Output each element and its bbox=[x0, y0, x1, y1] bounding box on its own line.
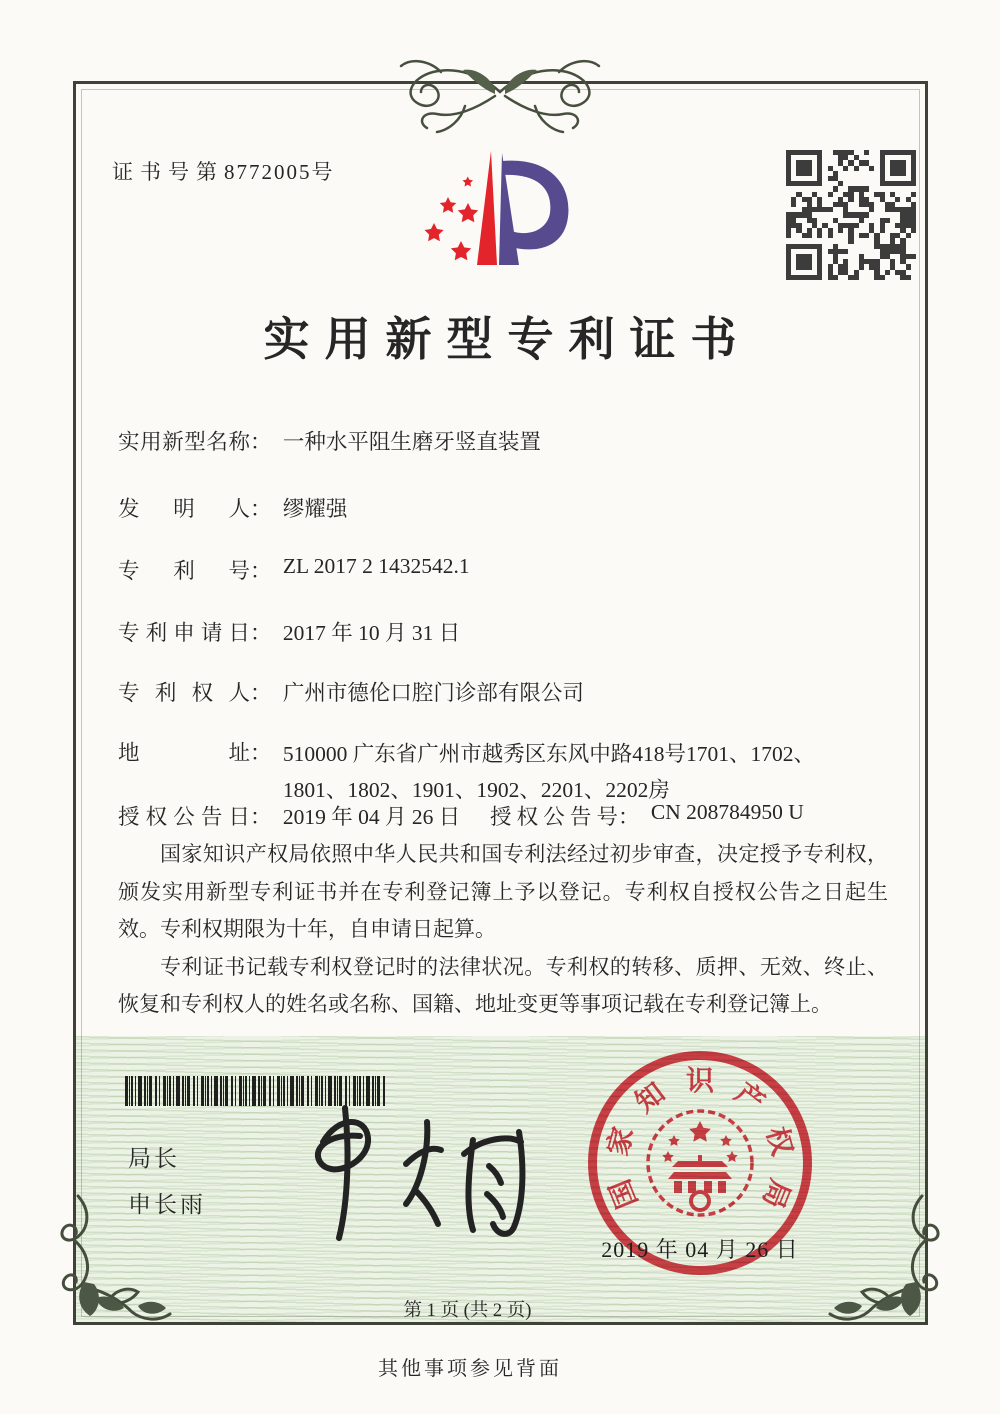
seal-ring-char: 局 bbox=[755, 1174, 796, 1213]
field-row-name: 实 用 新 型 名 称 ： 一种水平阻生磨牙竖直装置 bbox=[118, 425, 541, 456]
field-value: 缪耀强 bbox=[282, 497, 348, 521]
field-value: ZL 2017 2 1432542.1 bbox=[282, 554, 470, 578]
logo-purple-p-icon bbox=[499, 153, 568, 265]
commissioner-title: 局长 bbox=[128, 1145, 180, 1171]
seal-ring-char: 知 bbox=[630, 1077, 672, 1120]
legal-paragraph-1: 国家知识产权局依照中华人民共和国专利法经过初步审查，决定授予专利权，颁发实用新型专利证书并在专利登记簿上予以登记。专利权自授权公告之日起生效。专利权期限为十年，自申请日起算。 bbox=[118, 842, 888, 941]
cnipa-logo bbox=[398, 133, 613, 293]
back-side-note: 其他事项参见背面 bbox=[378, 1358, 562, 1380]
grant-number-value: CN 208784950 U bbox=[650, 800, 804, 824]
field-row-filing-date: 专 利 申 请 日 ： 2017 年 10 月 31 日 bbox=[118, 616, 460, 647]
national-emblem-icon bbox=[638, 1101, 762, 1225]
field-row-address: 地 址 ： 510000 广东省广州市越秀区东风中路418号1701、1702、1801、1802、1901、1902、2201、2202房 bbox=[118, 736, 861, 808]
certificate-number-prefix: 证书号第 bbox=[112, 160, 224, 184]
seal-ring-char: 国 bbox=[604, 1174, 645, 1213]
field-label: 专 利 权 人 bbox=[118, 681, 250, 705]
grant-number-pair: 授 权 公 告 号 ： CN 208784950 U bbox=[490, 800, 804, 829]
seal-ring-char: 识 bbox=[685, 1066, 715, 1097]
field-label: 发 明 人 bbox=[118, 497, 250, 521]
commissioner-name: 申长雨 bbox=[128, 1191, 206, 1217]
seal-ring-char: 权 bbox=[759, 1123, 798, 1160]
signature-script bbox=[268, 1100, 538, 1245]
grant-date-value: 2019 年 04 月 26 日 bbox=[282, 805, 461, 829]
field-label: 专 利 号 bbox=[118, 559, 250, 583]
logo-stars-icon bbox=[425, 177, 479, 261]
field-value: 2017 年 10 月 31 日 bbox=[282, 621, 461, 645]
field-value: 广州市德伦口腔门诊部有限公司 bbox=[282, 681, 584, 705]
field-label: 实 用 新 型 名 称 bbox=[118, 430, 250, 454]
field-row-grant bbox=[118, 800, 888, 831]
seal-ring-char: 家 bbox=[602, 1123, 641, 1160]
field-row-patent-number: 专 利 号 ： ZL 2017 2 1432542.1 bbox=[118, 554, 470, 583]
field-value: 510000 广东省广州市越秀区东风中路418号1701、1702、1801、1802、1901、1902、2201、2202房 bbox=[282, 742, 816, 802]
field-row-inventor: 发 明 人 ： 缪耀强 bbox=[118, 492, 347, 523]
seal-date: 2019 年 04 月 26 日 bbox=[601, 1237, 799, 1262]
qr-code bbox=[786, 150, 916, 280]
field-label: 地 址 bbox=[118, 741, 250, 765]
page-indicator: 第 1 页 (共 2 页) bbox=[403, 1301, 532, 1321]
certificate-number-digits: 8772005 bbox=[224, 160, 312, 184]
field-label: 授 权 公 告 号 bbox=[490, 805, 618, 829]
field-label: 专 利 申 请 日 bbox=[118, 621, 250, 645]
certificate-number bbox=[112, 156, 340, 186]
field-label: 授 权 公 告 日 bbox=[118, 805, 250, 829]
seal-ring-char: 产 bbox=[728, 1077, 770, 1120]
field-value: 一种水平阻生磨牙竖直装置 bbox=[282, 430, 541, 454]
legal-paragraph-2: 专利证书记载专利权登记时的法律状况。专利权的转移、质押、无效、终止、恢复和专利权人的姓名或名称、国籍、地址变更等事项记载在专利登记簿上。 bbox=[118, 954, 888, 1016]
legal-text bbox=[118, 836, 888, 1024]
logo-red-wedge-icon bbox=[477, 151, 497, 265]
grant-date-pair: 授 权 公 告 日 ： 2019 年 04 月 26 日 bbox=[118, 800, 460, 824]
certificate-title: 实用新型专利证书 bbox=[263, 314, 752, 365]
field-row-patentee: 专 利 权 人 ： 广州市德伦口腔门诊部有限公司 bbox=[118, 676, 584, 707]
certificate-number-suffix: 号 bbox=[311, 160, 340, 184]
